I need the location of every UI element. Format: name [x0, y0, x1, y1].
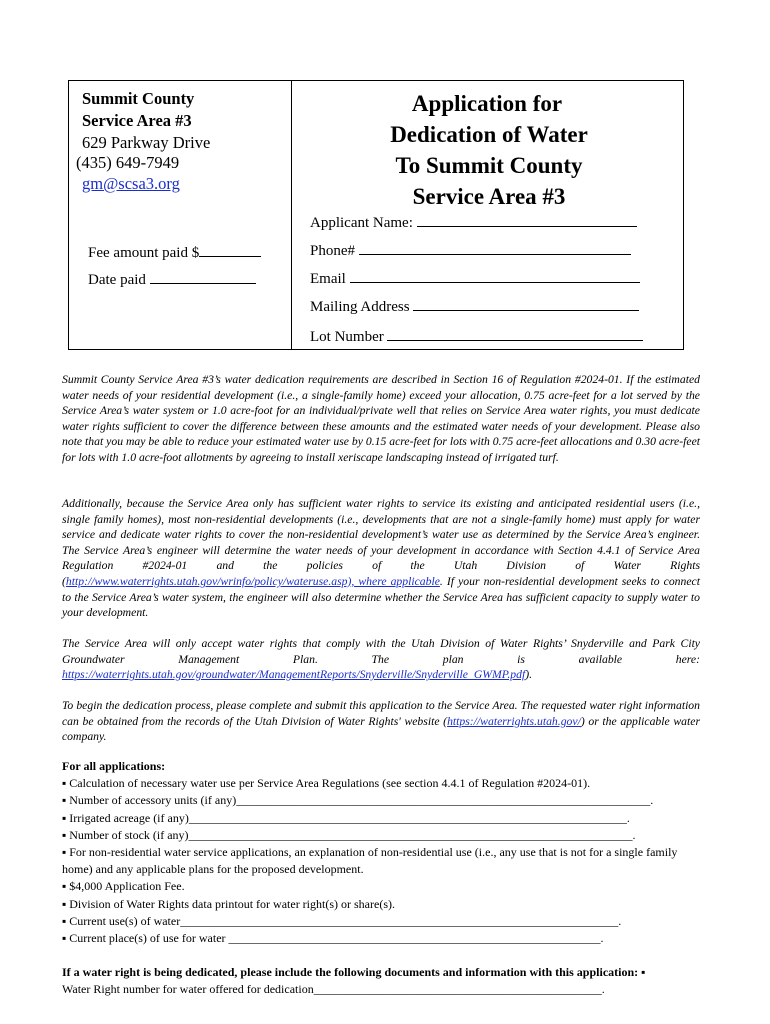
- requirements-list: [62, 758, 702, 947]
- list-item: ▪ Calculation of necessary water use per Service Area Regulations (see section 4.4.1 of Regulation #2024-01).: [62, 776, 591, 791]
- email-label: Email: [310, 271, 346, 287]
- title-line-4: Service Area #3: [412, 184, 566, 209]
- applicant-name-field[interactable]: [310, 213, 637, 232]
- list-item: ▪ Division of Water Rights data printout for water right(s) or share(s).: [62, 896, 395, 911]
- lot-number-field[interactable]: [310, 327, 643, 346]
- applicant-name-label: Applicant Name:: [310, 215, 413, 231]
- page-title: [300, 88, 678, 212]
- list-item: ▪ $4,000 Application Fee.: [62, 879, 185, 894]
- phone-label: Phone#: [310, 243, 355, 259]
- org-phone: (435) 649-7949: [76, 153, 180, 172]
- paragraph-groundwater-plan: The Service Area will only accept water rights that comply with the Utah Division of Water Rights’ Snyderville and Park City Groundwater Management Plan. The plan is available here: https://waterrights.utah.gov/groundwater/ManagementReports/Snyderville/Snyderville_GWMP.pdf).: [62, 637, 700, 682]
- title-line-2: Dedication of Water: [390, 122, 588, 147]
- gwmp-link[interactable]: https://waterrights.utah.gov/groundwater/ManagementReports/Snyderville/Snyderville_GWMP.pdf: [62, 668, 526, 682]
- org-email-link[interactable]: gm@scsa3.org: [82, 174, 180, 193]
- paragraph-requirements: Summit County Service Area #3’s water dedication requirements are described in Section 16 of Regulation #2024-01. If the estimated water needs of your residential development (i.e., a single-family home) exceed your allocation, 0.75 acre-feet for a lot served by the Service Area’s water system or 1.0 acre-foot for an individual/private well that relies on Service Area water rights, you must dedicate water rights sufficient to cover the difference between these amounts and the estimated water needs of your development. Please also note that you may be able to reduce your estimated water use by 0.15 acre-feet for lots with 0.75 acre-feet allocations and 0.30 acre-feet for lots with 1.0 acre-foot allotments by agreeing to install xeriscape landscaping instead of irrigated turf.: [62, 373, 700, 464]
- org-name-line-2: Service Area #3: [82, 111, 192, 130]
- fee-paid-label: Fee amount paid $: [88, 245, 200, 261]
- header-divider: [291, 80, 292, 350]
- water-right-number-field[interactable]: Water Right number for water offered for dedication________________________________________________.: [62, 982, 605, 997]
- mailing-address-label: Mailing Address: [310, 299, 410, 315]
- waterrights-website-link[interactable]: https://waterrights.utah.gov/: [447, 714, 581, 728]
- org-name-line-1: Summit County: [82, 89, 195, 108]
- list-item: ▪ For non-residential water service applications, an explanation of non-residential use (i.e., any use that is not for a single family home) and any applicable plans for the proposed development.: [62, 845, 678, 877]
- paragraph-non-residential: Additionally, because the Service Area only has sufficient water rights to service its existing and anticipated residential users (i.e., single family homes), most non-residential developments (i.e., developments that are not a single-family home) must apply for water service and dedicate water rights to cover the non-residential development’s water use as determined by the Service Area’s engineer. The Service Area’s engineer will determine the water needs of your development in accordance with Section 4.4.1 of Service Area Regulation #2024-01 and the policies of the Utah Division of Water Rights (http://www.waterrights.utah.gov/wrinfo/policy/wateruse.asp), where applicable. If your non-residential development seeks to connect to the Service Area’s water system, the engineer will also determine whether the Service Area has sufficient capacity to supply water to your development.: [62, 497, 700, 620]
- current-place-field[interactable]: ▪ Current place(s) of use for water ______________________________________________________________.: [62, 931, 604, 946]
- dedication-note: If a water right is being dedicated, please include the following documents and information with this application: ▪: [62, 965, 646, 979]
- date-paid-field[interactable]: [88, 270, 256, 289]
- org-address: 629 Parkway Drive: [82, 133, 211, 152]
- water-use-policy-link[interactable]: http://www.waterrights.utah.gov/wrinfo/policy/wateruse.asp), where applicable: [65, 574, 440, 588]
- paragraph-begin-process: To begin the dedication process, please complete and submit this application to the Service Area. The requested water right information can be obtained from the records of the Utah Division of Water Rights' website (https://waterrights.utah.gov/) or the applicable water company.: [62, 699, 700, 744]
- irrigated-acreage-field[interactable]: ▪ Irrigated acreage (if any)_________________________________________________________________________.: [62, 810, 630, 825]
- current-use-field[interactable]: ▪ Current use(s) of water_________________________________________________________________________.: [62, 913, 622, 928]
- mailing-address-field[interactable]: [310, 297, 639, 316]
- stock-number-field[interactable]: ▪ Number of stock (if any)__________________________________________________________________________.: [62, 827, 636, 842]
- requirements-title: For all applications:: [62, 759, 166, 773]
- title-line-1: Application for: [411, 91, 563, 116]
- accessory-units-field[interactable]: ▪ Number of accessory units (if any)_____________________________________________________________________.: [62, 793, 654, 808]
- fee-paid-field[interactable]: [88, 243, 261, 262]
- phone-field[interactable]: [310, 241, 631, 260]
- title-line-3: To Summit County: [395, 153, 583, 178]
- email-field[interactable]: [310, 269, 640, 288]
- date-paid-label: Date paid: [88, 272, 146, 288]
- lot-number-label: Lot Number: [310, 329, 384, 345]
- dedication-footer: [62, 964, 702, 998]
